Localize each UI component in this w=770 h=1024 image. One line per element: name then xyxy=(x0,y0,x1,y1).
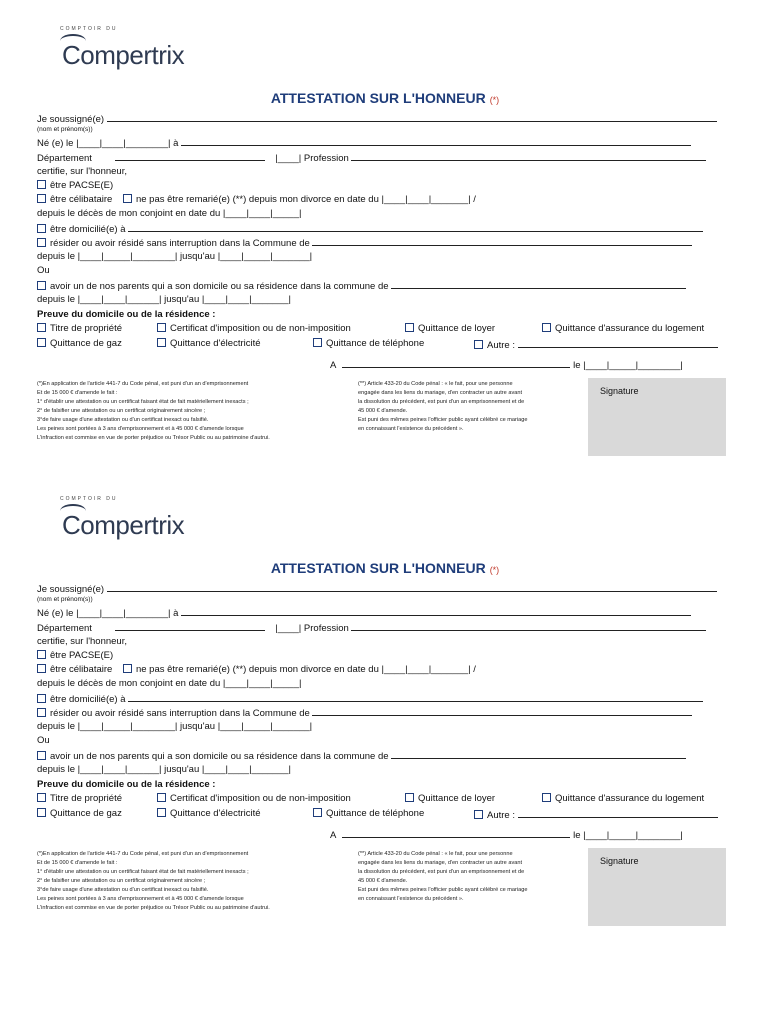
certifie-line: certifie, sur l'honneur, xyxy=(37,166,127,177)
gaz-checkbox[interactable] xyxy=(37,808,46,817)
form-title: ATTESTATION SUR L'HONNEUR (*) xyxy=(270,90,500,106)
parents-checkbox[interactable] xyxy=(37,281,46,290)
autre-checkbox[interactable] xyxy=(474,810,483,819)
gaz-checkbox[interactable] xyxy=(37,338,46,347)
ou-text: Ou xyxy=(37,265,50,276)
preuve-certificat[interactable]: Certificat d'imposition ou de non-imposition xyxy=(157,323,351,335)
commune-input[interactable] xyxy=(312,706,692,716)
certificat-checkbox[interactable] xyxy=(157,323,166,332)
autre-input[interactable] xyxy=(518,338,718,348)
reside-checkbox[interactable] xyxy=(37,238,46,247)
preuve-gaz[interactable]: Quittance de gaz xyxy=(37,808,122,820)
reside-line: résider ou avoir résidé sans interruption dans la Commune de xyxy=(37,706,692,720)
domicilie-line: être domicilié(e) à xyxy=(37,222,703,236)
company-logo xyxy=(30,496,185,540)
preuve-telephone[interactable]: Quittance de téléphone xyxy=(313,808,424,820)
attestation-form-2 xyxy=(0,490,770,960)
depuis-line: depuis le |____|_____|________| jusqu'au |____|_____|_______| xyxy=(37,251,313,262)
preuve-assurance[interactable]: Quittance d'assurance du logement xyxy=(542,323,704,335)
logo-small-text: COMPTOIR DU xyxy=(60,496,118,502)
telephone-checkbox[interactable] xyxy=(313,338,322,347)
preuve-telephone[interactable]: Quittance de téléphone xyxy=(313,338,424,350)
celibataire-checkbox[interactable] xyxy=(37,664,46,673)
signature-label: Signature xyxy=(600,856,639,866)
preuve-autre[interactable]: Autre : xyxy=(474,338,718,352)
pacse-checkbox[interactable] xyxy=(37,180,46,189)
titre-checkbox[interactable] xyxy=(37,793,46,802)
signature-box[interactable] xyxy=(588,848,726,926)
reside-checkbox[interactable] xyxy=(37,708,46,717)
nom-prenom-hint: (nom et prénom(s)) xyxy=(37,596,93,603)
preuve-gaz[interactable]: Quittance de gaz xyxy=(37,338,122,350)
preuve-loyer[interactable]: Quittance de loyer xyxy=(405,323,495,335)
departement-line: Département |____| Profession xyxy=(37,151,706,165)
preuve-autre[interactable]: Autre : xyxy=(474,808,718,822)
profession-input[interactable] xyxy=(351,621,706,631)
autre-input[interactable] xyxy=(518,808,718,818)
logo-name: Compertrix xyxy=(62,510,185,540)
lieu-input[interactable] xyxy=(342,358,570,368)
naissance-line: Né (e) le |____|____|________| à xyxy=(37,136,691,150)
signature-box[interactable] xyxy=(588,378,726,456)
domicilie-input[interactable] xyxy=(128,222,703,232)
domicilie-line: être domicilié(e) à xyxy=(37,692,703,706)
logo-small-text: COMPTOIR DU xyxy=(60,26,118,32)
depuis2-line: depuis le |____|____|______| jusqu'au |____|____|_______| xyxy=(37,764,291,775)
commune-parents-input[interactable] xyxy=(391,749,686,759)
parents-checkbox[interactable] xyxy=(37,751,46,760)
deces-line: depuis le décès de mon conjoint en date du |____|____|_____| xyxy=(37,678,302,689)
celibataire-line: être célibataire ne pas être remarié(e) (**) depuis mon divorce en date du |____|____|_______| / xyxy=(37,194,476,206)
preuve-title: Preuve du domicile ou de la résidence : xyxy=(37,779,216,790)
deces-line: depuis le décès de mon conjoint en date du |____|____|_____| xyxy=(37,208,302,219)
ou-text: Ou xyxy=(37,735,50,746)
domicilie-checkbox[interactable] xyxy=(37,224,46,233)
soussigne-line: Je soussigné(e) xyxy=(37,582,717,596)
titre-checkbox[interactable] xyxy=(37,323,46,332)
domicilie-checkbox[interactable] xyxy=(37,694,46,703)
assurance-checkbox[interactable] xyxy=(542,793,551,802)
telephone-checkbox[interactable] xyxy=(313,808,322,817)
lieu-date-line: A le |____|_____|________| xyxy=(330,830,683,841)
attestation-form-1 xyxy=(0,20,770,490)
parents-line: avoir un de nos parents qui a son domicile ou sa résidence dans la commune de xyxy=(37,279,686,293)
company-logo xyxy=(30,26,185,70)
lieu-date-line: A le |____|_____|________| xyxy=(330,360,683,371)
notes-left: (*)En application de l'article 441-7 du Code pénal, est puni d'un an d'emprisonnement Et de 15 000 € d'amende le fait : 1° d'établir une attestation ou un certificat faisant état de fait matériellement inexacts ; 2° de falsifier une attestation ou un certificat originairement sincère ; 3°de faire usage d'une attestation ou d'un certificat inexact ou falsifié. Les peines sont portées à 3 ans d'emprisonnement et à 45 000 € d'amende lorsque L'infraction est commise en vue de porter préjudice ou Trésor Public ou au patrimoine d'autrui. xyxy=(37,381,270,441)
form-title: ATTESTATION SUR L'HONNEUR (*) xyxy=(270,560,500,576)
certifie-line: certifie, sur l'honneur, xyxy=(37,636,127,647)
lieu-naissance-input[interactable] xyxy=(181,606,691,616)
preuve-title: Preuve du domicile ou de la résidence : xyxy=(37,309,216,320)
logo-name: Compertrix xyxy=(62,40,185,70)
depuis2-line: depuis le |____|____|______| jusqu'au |____|____|_______| xyxy=(37,294,291,305)
profession-input[interactable] xyxy=(351,151,706,161)
preuve-certificat[interactable]: Certificat d'imposition ou de non-imposition xyxy=(157,793,351,805)
autre-checkbox[interactable] xyxy=(474,340,483,349)
non-remarie-checkbox[interactable] xyxy=(123,194,132,203)
electricite-checkbox[interactable] xyxy=(157,338,166,347)
commune-parents-input[interactable] xyxy=(391,279,686,289)
non-remarie-checkbox[interactable] xyxy=(123,664,132,673)
lieu-naissance-input[interactable] xyxy=(181,136,691,146)
preuve-loyer[interactable]: Quittance de loyer xyxy=(405,793,495,805)
departement-line: Département |____| Profession xyxy=(37,621,706,635)
soussigne-input[interactable] xyxy=(107,582,717,592)
assurance-checkbox[interactable] xyxy=(542,323,551,332)
reside-line: résider ou avoir résidé sans interruption dans la Commune de xyxy=(37,236,692,250)
celibataire-line: être célibataire ne pas être remarié(e) (**) depuis mon divorce en date du |____|____|_______| / xyxy=(37,664,476,676)
electricite-checkbox[interactable] xyxy=(157,808,166,817)
certificat-checkbox[interactable] xyxy=(157,793,166,802)
loyer-checkbox[interactable] xyxy=(405,793,414,802)
soussigne-line: Je soussigné(e) xyxy=(37,112,717,126)
notes-right: (**) Article 433-20 du Code pénal : « le fait, pour une personne engagée dans les liens du mariage, d'en contracter un autre avant la dissolution du précédent, est puni d'un an emprisonnement et de 45 000 € d'amende. Est puni des mêmes peines l'officier public ayant célébré ce mariage en connaissant l'existence du précédent ». xyxy=(358,381,528,432)
domicilie-input[interactable] xyxy=(128,692,703,702)
parents-line: avoir un de nos parents qui a son domicile ou sa résidence dans la commune de xyxy=(37,749,686,763)
nom-prenom-hint: (nom et prénom(s)) xyxy=(37,126,93,133)
loyer-checkbox[interactable] xyxy=(405,323,414,332)
preuve-electricite[interactable]: Quittance d'électricité xyxy=(157,808,261,820)
pacse-option[interactable]: être PACSE(E) xyxy=(37,180,113,192)
notes-right: (**) Article 433-20 du Code pénal : « le fait, pour une personne engagée dans les liens du mariage, d'en contracter un autre avant la dissolution du précédent, est puni d'un an emprisonnement et de 45 000 € d'amende. Est puni des mêmes peines l'officier public ayant célébré ce mariage en connaissant l'existence du précédent ». xyxy=(358,851,528,902)
depuis-line: depuis le |____|_____|________| jusqu'au |____|_____|_______| xyxy=(37,721,313,732)
preuve-titre[interactable]: Titre de propriété xyxy=(37,323,122,335)
celibataire-checkbox[interactable] xyxy=(37,194,46,203)
lieu-input[interactable] xyxy=(342,828,570,838)
soussigne-input[interactable] xyxy=(107,112,717,122)
notes-left: (*)En application de l'article 441-7 du Code pénal, est puni d'un an d'emprisonnement Et de 15 000 € d'amende le fait : 1° d'établir une attestation ou un certificat faisant état de fait matériellement inexacts ; 2° de falsifier une attestation ou un certificat originairement sincère ; 3°de faire usage d'une attestation ou d'un certificat inexact ou falsifié. Les peines sont portées à 3 ans d'emprisonnement et à 45 000 € d'amende lorsque L'infraction est commise en vue de porter préjudice ou Trésor Public ou au patrimoine d'autrui. xyxy=(37,851,270,911)
naissance-line: Né (e) le |____|____|________| à xyxy=(37,606,691,620)
departement-input[interactable] xyxy=(115,621,265,631)
pacse-option[interactable]: être PACSE(E) xyxy=(37,650,113,662)
preuve-electricite[interactable]: Quittance d'électricité xyxy=(157,338,261,350)
pacse-checkbox[interactable] xyxy=(37,650,46,659)
preuve-assurance[interactable]: Quittance d'assurance du logement xyxy=(542,793,704,805)
departement-input[interactable] xyxy=(115,151,265,161)
signature-label: Signature xyxy=(600,386,639,396)
preuve-titre[interactable]: Titre de propriété xyxy=(37,793,122,805)
commune-input[interactable] xyxy=(312,236,692,246)
